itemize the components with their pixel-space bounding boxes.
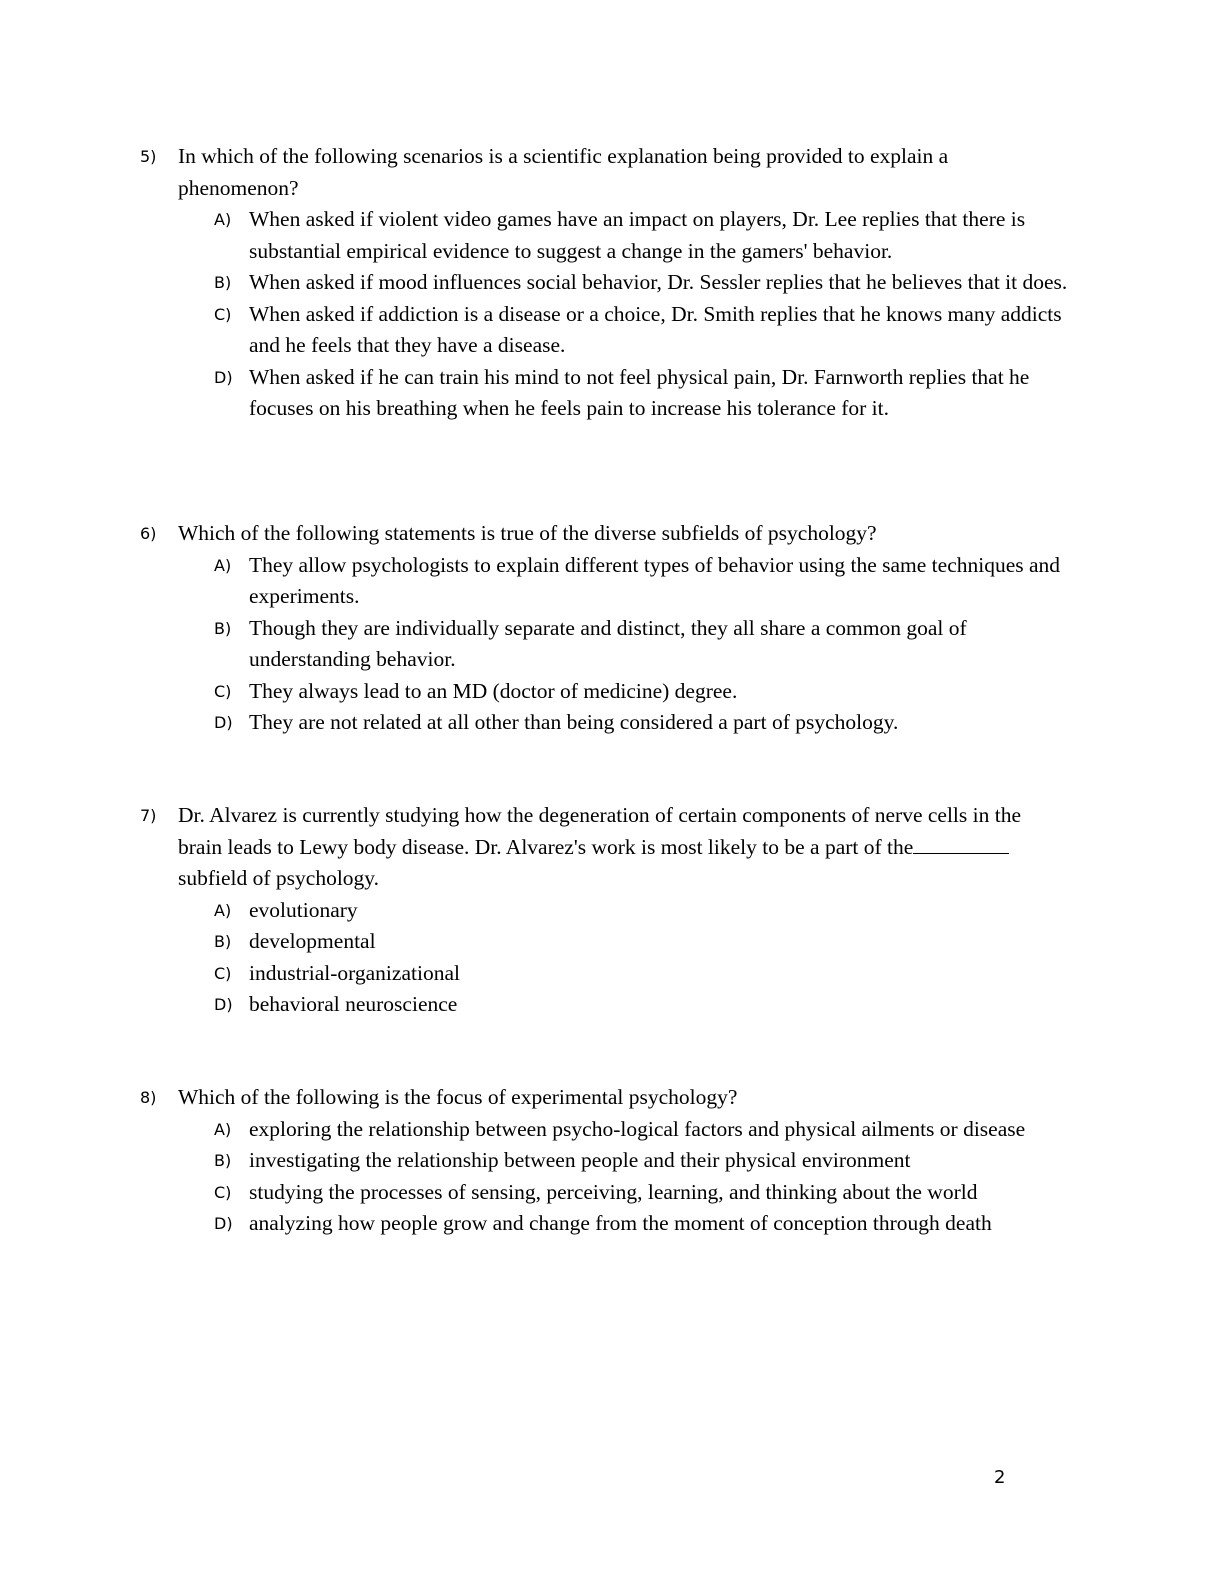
option-letter: A) <box>214 900 232 920</box>
answer-options <box>214 895 1070 1021</box>
answer-option-a <box>214 550 1070 613</box>
question-text: In which of the following scenarios is a scientific explanation being provided to explain a phenomenon? <box>178 144 949 200</box>
question-number: 6) <box>140 524 157 543</box>
option-text: When asked if violent video games have an impact on players, Dr. Lee replies that there is substantial empirical evidence to suggest a change in the gamers' behavior. <box>249 207 1026 263</box>
answer-option-a <box>214 204 1070 267</box>
option-letter: D) <box>214 995 233 1014</box>
option-text: investigating the relationship between people and their physical environment <box>249 1148 911 1172</box>
option-text: When asked if mood influences social behavior, Dr. Sessler replies that he believes that it does. <box>249 270 1068 294</box>
answer-option-d <box>214 707 1070 739</box>
option-text: When asked if he can train his mind to not feel physical pain, Dr. Farnworth replies that he focuses on his breathing when he feels pain to increase his tolerance for it. <box>249 364 1030 420</box>
option-letter: D) <box>214 713 233 732</box>
option-letter: C) <box>214 681 232 701</box>
answer-option-c <box>214 1177 1070 1209</box>
option-letter: A) <box>214 210 232 229</box>
option-text: They allow psychologists to explain different types of behavior using the same techniques and experiments. <box>249 552 1061 608</box>
option-letter: B) <box>214 1151 232 1170</box>
fill-in-blank <box>913 835 1009 854</box>
question-8 <box>140 1082 1070 1240</box>
answer-option-c <box>214 958 1070 990</box>
option-letter: C) <box>214 963 232 983</box>
question-text <box>178 800 1070 895</box>
option-text: evolutionary <box>249 897 358 922</box>
option-text: They are not related at all other than being considered a part of psychology. <box>249 710 899 734</box>
option-text: Though they are individually separate and distinct, they all share a common goal of understanding behavior. <box>249 615 967 671</box>
option-text: behavioral neuroscience <box>249 992 458 1016</box>
option-text: industrial-organizational <box>249 960 460 985</box>
answer-options <box>214 204 1070 425</box>
option-letter: B) <box>214 273 232 292</box>
answer-option-d <box>214 1208 1070 1240</box>
question-text-before-blank: Dr. Alvarez is currently studying how the degeneration of certain components of nerve cells in the brain leads to Lewy body disease. Dr. Alvarez's work is most likely to be a part of the <box>178 803 1022 859</box>
answer-option-b <box>214 613 1070 676</box>
option-letter: B) <box>214 932 232 951</box>
question-text: Which of the following statements is true of the diverse subfields of psychology? <box>178 521 877 545</box>
option-text: studying the processes of sensing, perceiving, learning, and thinking about the world <box>249 1179 978 1204</box>
question-number: 8) <box>140 1088 157 1107</box>
question-7 <box>140 800 1070 1021</box>
option-letter: D) <box>214 1214 233 1233</box>
option-letter: B) <box>214 618 232 638</box>
question-number: 5) <box>140 147 157 166</box>
option-text: exploring the relationship between psycho-logical factors and physical ailments or disease <box>249 1116 1026 1141</box>
option-letter: C) <box>214 1182 232 1202</box>
answer-option-c <box>214 676 1070 708</box>
answer-option-a <box>214 895 1070 927</box>
answer-option-b <box>214 1145 1070 1177</box>
option-letter: A) <box>214 1119 232 1139</box>
page-number: 2 <box>994 1467 1006 1488</box>
question-text: Which of the following is the focus of experimental psychology? <box>178 1085 738 1109</box>
option-text: When asked if addiction is a disease or a choice, Dr. Smith replies that he knows many addicts and he feels that they have a disease. <box>249 301 1062 357</box>
option-text: They always lead to an MD (doctor of medicine) degree. <box>249 678 738 703</box>
answer-option-b <box>214 926 1070 958</box>
option-letter: C) <box>214 304 232 324</box>
answer-option-a <box>214 1114 1070 1146</box>
answer-option-c <box>214 299 1070 362</box>
question-number: 7) <box>140 806 157 825</box>
answer-options <box>214 550 1070 739</box>
question-6 <box>140 518 1070 739</box>
option-letter: D) <box>214 367 233 387</box>
answer-option-d <box>214 362 1070 425</box>
answer-option-b <box>214 267 1070 299</box>
question-text-after-blank: subfield of psychology. <box>178 866 380 890</box>
answer-option-d <box>214 989 1070 1021</box>
option-text: developmental <box>249 929 376 953</box>
question-5 <box>140 141 1070 425</box>
answer-options <box>214 1114 1070 1240</box>
option-text: analyzing how people grow and change from the moment of conception through death <box>249 1211 992 1235</box>
option-letter: A) <box>214 555 232 575</box>
